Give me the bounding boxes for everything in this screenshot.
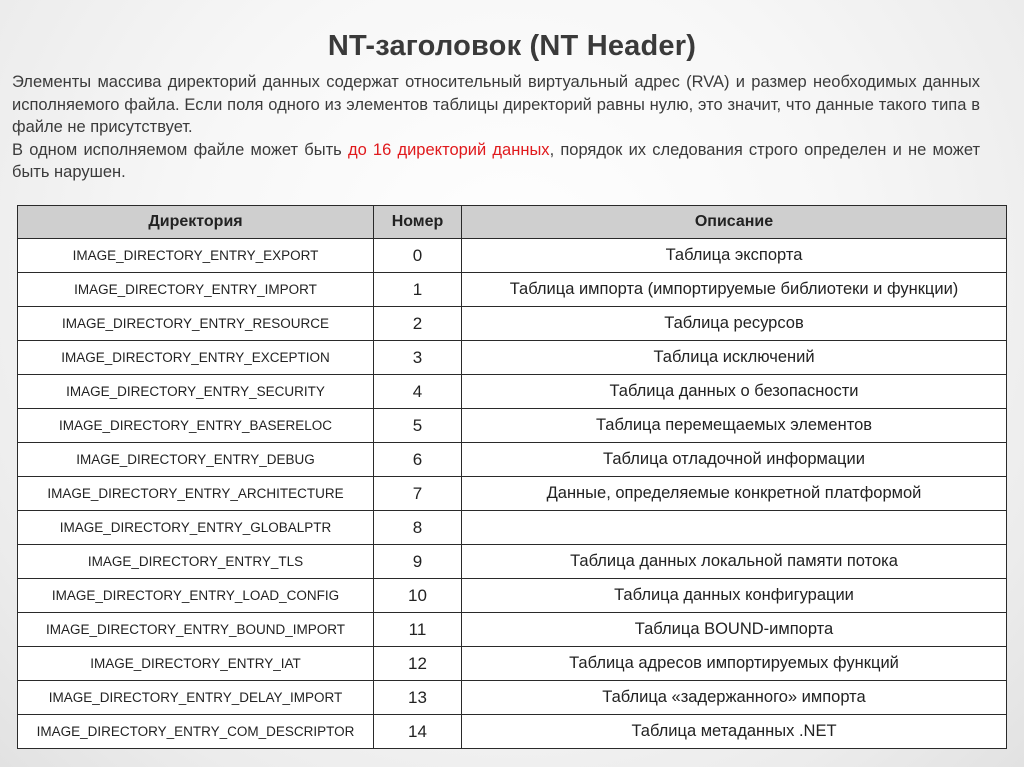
table-row: [18, 545, 1007, 579]
cell-number: 10: [374, 579, 462, 613]
cell-directory-name: IMAGE_DIRECTORY_ENTRY_EXCEPTION: [18, 341, 374, 375]
cell-description: Таблица данных конфигурации: [462, 579, 1007, 613]
cell-description: Таблица исключений: [462, 341, 1007, 375]
cell-number: 8: [374, 511, 462, 545]
cell-description: Таблица экспорта: [462, 239, 1007, 273]
cell-number: 14: [374, 715, 462, 749]
intro-highlight: до 16 директорий данных: [347, 140, 550, 159]
cell-number: 3: [374, 341, 462, 375]
cell-number: 7: [374, 477, 462, 511]
cell-number: 6: [374, 443, 462, 477]
cell-directory-name: IMAGE_DIRECTORY_ENTRY_GLOBALPTR: [18, 511, 374, 545]
directory-table: [17, 205, 1007, 749]
cell-directory-name: IMAGE_DIRECTORY_ENTRY_COM_DESCRIPTOR: [18, 715, 374, 749]
intro-paragraph-2-end: , порядок их следования строго определен и не может быть нарушен.: [12, 140, 981, 181]
cell-directory-name: IMAGE_DIRECTORY_ENTRY_ARCHITECTURE: [18, 477, 374, 511]
cell-description: Таблица «задержанного» импорта: [462, 681, 1007, 715]
table-row: [18, 647, 1007, 681]
cell-description: Таблица перемещаемых элементов: [462, 409, 1007, 443]
cell-directory-name: IMAGE_DIRECTORY_ENTRY_TLS: [18, 545, 374, 579]
cell-directory-name: IMAGE_DIRECTORY_ENTRY_RESOURCE: [18, 307, 374, 341]
table-row: [18, 681, 1007, 715]
table-row: [18, 307, 1007, 341]
cell-description: Таблица данных локальной памяти потока: [462, 545, 1007, 579]
cell-description: [462, 511, 1007, 545]
table-row: [18, 579, 1007, 613]
page-title: NT-заголовок (NT Header): [327, 30, 697, 62]
cell-directory-name: IMAGE_DIRECTORY_ENTRY_IMPORT: [18, 273, 374, 307]
cell-number: 0: [374, 239, 462, 273]
cell-number: 9: [374, 545, 462, 579]
header-directory: Директория: [18, 206, 374, 239]
intro-paragraph-2-start: В одном исполняемом файле может быть: [12, 140, 348, 159]
header-description: Описание: [462, 206, 1007, 239]
table-row: [18, 511, 1007, 545]
table-row: [18, 715, 1007, 749]
cell-number: 4: [374, 375, 462, 409]
cell-number: 1: [374, 273, 462, 307]
cell-number: 13: [374, 681, 462, 715]
table-row: [18, 375, 1007, 409]
cell-directory-name: IMAGE_DIRECTORY_ENTRY_BASERELOC: [18, 409, 374, 443]
cell-description: Таблица импорта (импортируемые библиотеки и функции): [462, 273, 1007, 307]
intro-paragraph-2: [12, 139, 980, 184]
table-row: [18, 341, 1007, 375]
intro-paragraph-1: Элементы массива директорий данных содержат относительный виртуальный адрес (RVA) и размер необходимых данных исполняемого файла. Если поля одного из элементов таблицы директорий равны нулю, это значит, что данные такого типа в файле не присутствует.: [12, 73, 980, 136]
cell-directory-name: IMAGE_DIRECTORY_ENTRY_IAT: [18, 647, 374, 681]
table-row: [18, 273, 1007, 307]
cell-number: 12: [374, 647, 462, 681]
cell-directory-name: IMAGE_DIRECTORY_ENTRY_DEBUG: [18, 443, 374, 477]
header-number: Номер: [374, 206, 462, 239]
cell-number: 2: [374, 307, 462, 341]
cell-description: Таблица метаданных .NET: [462, 715, 1007, 749]
table-row: [18, 613, 1007, 647]
intro-text: [12, 71, 980, 184]
cell-number: 5: [374, 409, 462, 443]
cell-description: Таблица отладочной информации: [462, 443, 1007, 477]
table-row: [18, 443, 1007, 477]
cell-directory-name: IMAGE_DIRECTORY_ENTRY_EXPORT: [18, 239, 374, 273]
table-header-row: [18, 206, 1007, 239]
cell-directory-name: IMAGE_DIRECTORY_ENTRY_LOAD_CONFIG: [18, 579, 374, 613]
cell-number: 11: [374, 613, 462, 647]
cell-description: Таблица BOUND-импорта: [462, 613, 1007, 647]
table-row: [18, 239, 1007, 273]
cell-description: Данные, определяемые конкретной платформой: [462, 477, 1007, 511]
cell-description: Таблица ресурсов: [462, 307, 1007, 341]
table-row: [18, 477, 1007, 511]
cell-description: Таблица данных о безопасности: [462, 375, 1007, 409]
cell-directory-name: IMAGE_DIRECTORY_ENTRY_SECURITY: [18, 375, 374, 409]
cell-directory-name: IMAGE_DIRECTORY_ENTRY_BOUND_IMPORT: [18, 613, 374, 647]
cell-description: Таблица адресов импортируемых функций: [462, 647, 1007, 681]
table-row: [18, 409, 1007, 443]
cell-directory-name: IMAGE_DIRECTORY_ENTRY_DELAY_IMPORT: [18, 681, 374, 715]
